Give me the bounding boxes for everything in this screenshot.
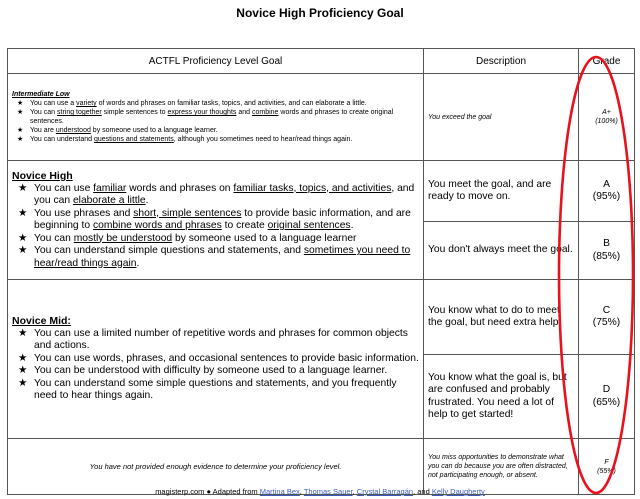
list-item — [12, 99, 419, 108]
list-item-text: original sentences — [267, 220, 351, 231]
list-item-text: You can understand simple questions and statements, and — [34, 245, 304, 256]
grade-percent: (75%) — [592, 317, 621, 328]
level-title-intermediate-low: Intermediate Low — [12, 91, 70, 98]
description-missed: You miss opportunities to demonstrate what you can do because you are often distracted, not participating enough, or absent. — [424, 439, 579, 495]
list-item-text: express your thoughts — [167, 109, 237, 116]
description-extra-help: You know what to do to meet the goal, but need extra help. — [424, 280, 579, 355]
grade-percent: (100%) — [595, 118, 618, 125]
list-item-text: variety — [76, 100, 97, 107]
list-item-text: to provide basic information, and are beginning to — [34, 207, 411, 231]
grade-percent: (55%) — [597, 467, 616, 475]
list-item-text: You can be understood with difficulty by someone used to a language learner. — [34, 365, 388, 377]
table-header-row — [8, 49, 635, 74]
footer-separator: , and — [413, 487, 432, 496]
list-item-text: mostly be understood — [73, 232, 173, 244]
credit-link-4[interactable]: Kelly Daugherty — [431, 487, 485, 496]
star-bullet-icon: ★ — [18, 232, 28, 244]
list-item — [12, 233, 419, 246]
credit-link-3[interactable]: Crystal Barragán — [356, 487, 414, 496]
grade-percent: (95%) — [592, 191, 621, 202]
description-confused: You know what the goal is, but are confused and probably frustrated. You need a lot of help to get started! — [424, 355, 579, 439]
list-item-text: questions and statements — [93, 136, 174, 143]
page-title: Novice High Proficiency Goal — [236, 6, 404, 20]
star-bullet-icon: ★ — [18, 182, 28, 194]
list-item-text: You can — [34, 232, 74, 244]
grade-c — [579, 280, 635, 355]
star-bullet-icon: ★ — [18, 365, 28, 377]
list-item-text: You can use a limited number of repetitive words and phrases for common objects and actions. — [34, 327, 408, 352]
list-item-text: familiar tasks, topics, and activities — [233, 182, 392, 194]
star-bullet-icon: ★ — [18, 377, 28, 389]
description-meet: You meet the goal, and are ready to move on. — [424, 161, 579, 222]
star-bullet-icon: ★ — [17, 109, 24, 116]
list-item-text: You use phrases and — [34, 207, 134, 219]
novice-high-goal — [8, 161, 424, 280]
footer-credits — [0, 487, 640, 496]
grade-letter: A — [603, 178, 610, 190]
grade-letter: C — [602, 304, 611, 316]
grade-b — [579, 222, 635, 280]
row-novice-high-a — [8, 161, 635, 222]
header-goal: ACTFL Proficiency Level Goal — [8, 49, 424, 74]
list-item-text: You can use — [34, 182, 94, 194]
list-item — [12, 353, 419, 366]
level-title-novice-high: Novice High — [12, 170, 73, 182]
list-item-text: elaborate a little — [72, 195, 146, 206]
grade-letter: A+ — [602, 109, 611, 116]
grade-percent: (85%) — [592, 250, 621, 262]
grade-d — [579, 355, 635, 439]
star-bullet-icon: ★ — [18, 327, 28, 339]
list-item-text: . — [136, 257, 140, 269]
list-item-text: familiar — [93, 182, 127, 194]
credit-link-1[interactable]: Martina Bex — [259, 487, 300, 496]
list-item — [12, 208, 419, 233]
list-item-text: , although you sometimes need to hear/read things again. — [173, 136, 353, 143]
list-item-text: You can understand — [30, 136, 94, 143]
list-item-text: to create — [221, 220, 268, 231]
grade-a — [579, 161, 635, 222]
list-item — [12, 378, 419, 403]
star-bullet-icon: ★ — [17, 100, 24, 107]
list-item-text: simple sentences to — [101, 109, 168, 116]
list-item-text: You can use a — [30, 100, 77, 107]
list-item-text: string together — [57, 109, 102, 116]
list-item-text: by someone used to a language learner — [172, 232, 357, 244]
list-item-text: of words and phrases on familiar tasks, topics, and activities, and can elaborate a little. — [96, 100, 367, 107]
list-item-text: combine — [251, 109, 279, 116]
novice-mid-goal — [8, 280, 424, 439]
grade-letter: D — [602, 384, 611, 395]
novice-high-list — [12, 183, 419, 271]
star-bullet-icon: ★ — [18, 245, 28, 256]
list-item-text: combine words and phrases — [92, 220, 222, 231]
grade-a-plus — [579, 74, 635, 161]
star-bullet-icon: ★ — [17, 127, 24, 134]
list-item-text: words and phrases to create original sentences. — [30, 109, 394, 125]
list-item-text: You are — [30, 127, 56, 134]
star-bullet-icon: ★ — [18, 352, 28, 364]
list-item — [12, 365, 419, 378]
list-item-text: . — [350, 220, 354, 231]
list-item-text: by someone used to a language learner. — [90, 127, 218, 134]
header-grade: Grade — [579, 49, 635, 74]
list-item-text: You can use words, phrases, and occasional sentences to provide basic information. — [34, 352, 419, 364]
star-bullet-icon: ★ — [17, 136, 24, 143]
grade-percent: (65%) — [592, 396, 621, 408]
description-sometimes: You don't always meet the goal. — [424, 222, 579, 280]
row-novice-mid-c — [8, 280, 635, 355]
list-item-text: You can understand some simple questions and statements, and you frequently need to hear things again. — [34, 377, 397, 402]
list-item — [12, 135, 419, 144]
proficiency-table — [7, 48, 635, 495]
intermediate-low-goal — [8, 74, 424, 161]
list-item — [12, 328, 419, 353]
list-item-text: words and phrases on — [126, 182, 234, 194]
list-item — [12, 108, 419, 126]
grade-letter: B — [603, 238, 610, 249]
row-intermediate-low — [8, 74, 635, 161]
list-item — [12, 126, 419, 135]
novice-mid-list — [12, 328, 419, 403]
list-item-text: You can — [30, 109, 57, 116]
list-item-text: and — [236, 109, 252, 116]
list-item-text: . — [145, 195, 149, 206]
list-item-text: short, simple sentences — [133, 207, 242, 219]
level-title-novice-mid: Novice Mid: — [12, 315, 71, 328]
description-exceed: You exceed the goal — [424, 74, 579, 161]
star-bullet-icon: ★ — [18, 207, 28, 219]
header-description: Description — [424, 49, 579, 74]
footer-separator: , — [299, 487, 304, 496]
footer-separator: , — [352, 487, 357, 496]
list-item-text: sometimes you need to hear/read things again — [34, 245, 411, 269]
intermediate-low-list — [12, 99, 419, 144]
list-item-text: , and you can — [34, 182, 415, 206]
list-item — [12, 183, 419, 208]
grade-letter: F — [604, 458, 609, 466]
list-item-text: understood — [55, 127, 91, 134]
footer-prefix: magisterp.com ● Adapted from — [155, 487, 260, 496]
list-item — [12, 245, 419, 270]
credit-link-2[interactable]: Thomas Sauer — [303, 487, 353, 496]
insufficient-evidence-text: You have not provided enough evidence to determine your proficiency level. — [8, 439, 424, 495]
